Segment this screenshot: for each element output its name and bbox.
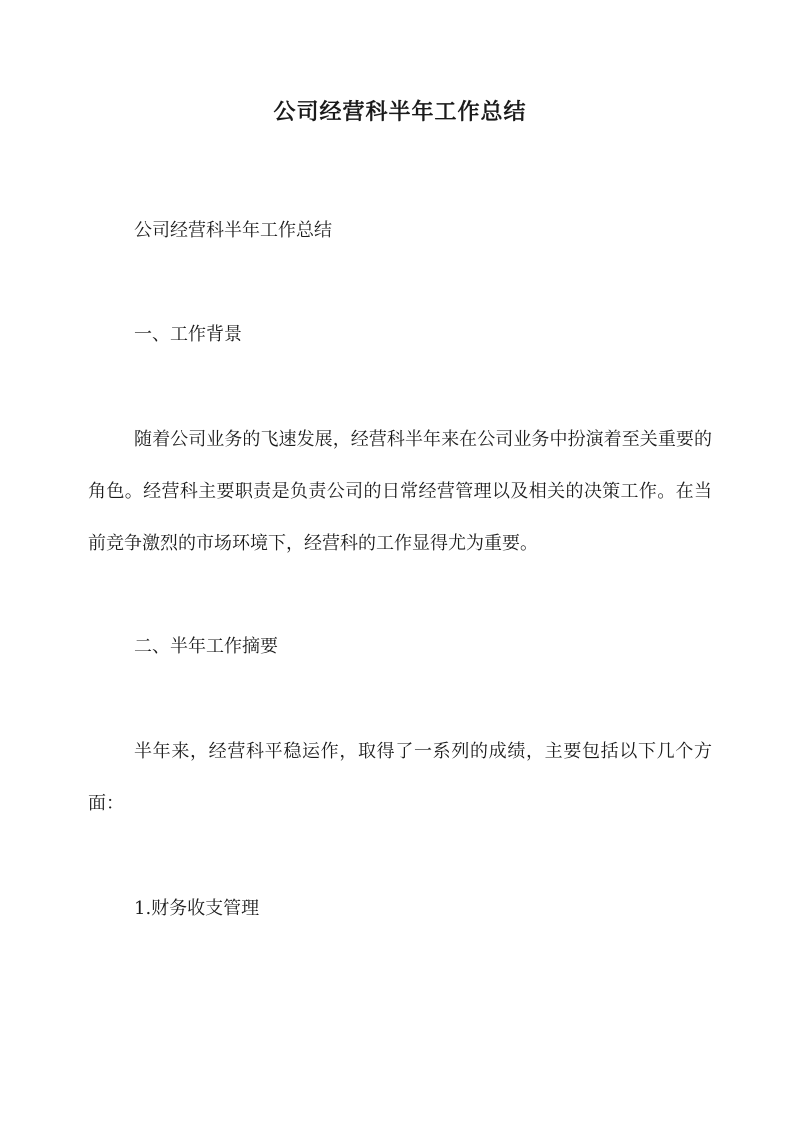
section-heading-summary: 二、半年工作摘要: [134, 636, 278, 657]
section-heading-background: 一、工作背景: [134, 324, 242, 345]
list-item-finance: 1.财务收支管理: [134, 898, 260, 919]
document-subtitle: 公司经营科半年工作总结: [134, 220, 332, 241]
paragraph-summary: 半年来，经营科平稳运作，取得了一系列的成绩，主要包括以下几个方面：: [88, 741, 712, 814]
document-title: 公司经营科半年工作总结: [273, 99, 527, 125]
paragraph-background: 随着公司业务的飞速发展，经营科半年来在公司业务中扮演着至关重要的角色。经营科主要职责是负责公司的日常经营管理以及相关的决策工作。在当前竞争激烈的市场环境下，经营科的工作显得尤为重要。: [88, 429, 712, 554]
